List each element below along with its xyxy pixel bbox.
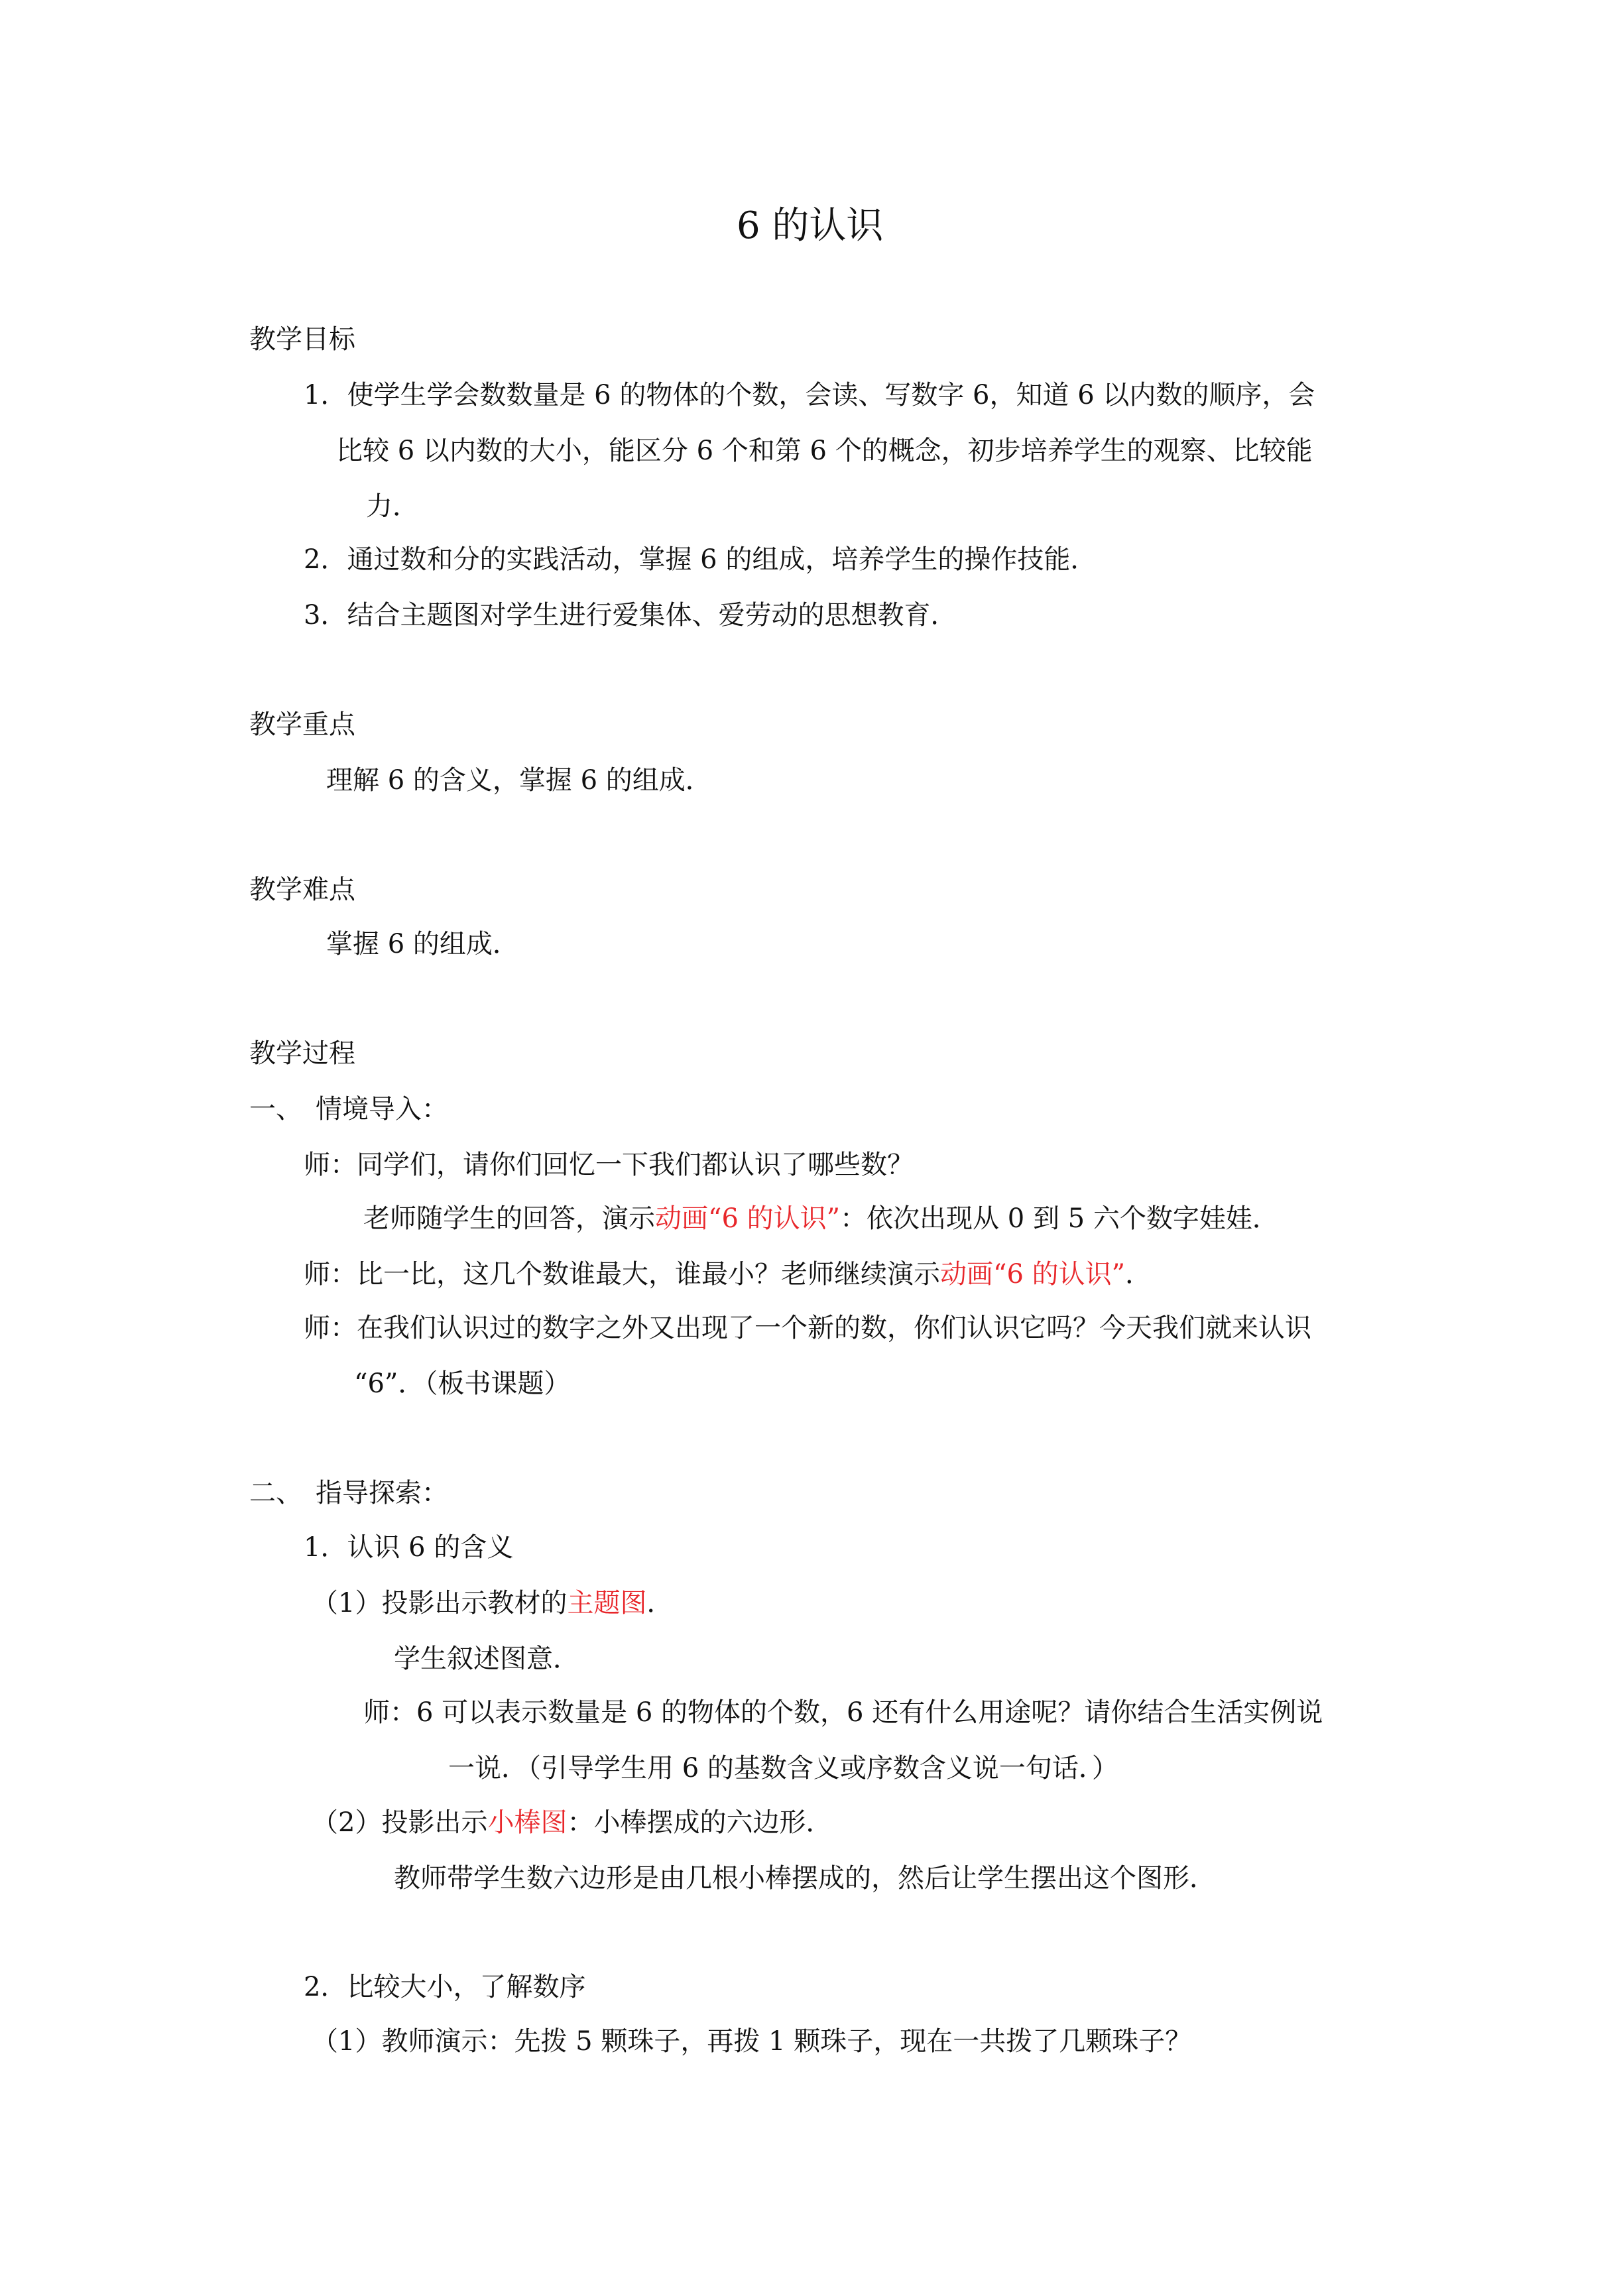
part1-teacher-question-1: 师：同学们，请你们回忆一下我们都认识了哪些数？ bbox=[304, 1150, 914, 1180]
part2-heading: 二、 指导探索： bbox=[249, 1478, 448, 1508]
part1-paragraph-4-line-2: “6”．（板书课题） bbox=[354, 1368, 571, 1399]
part1-heading: 一、 情境导入： bbox=[249, 1094, 448, 1124]
step-2-text-before: （2）投影出示 bbox=[312, 1807, 488, 1838]
sub2-heading: 2．比较大小，了解数序 bbox=[304, 1972, 586, 2002]
sub1-heading: 1．认识 6 的含义 bbox=[304, 1532, 514, 1563]
sub1-step-2-description: 教师带学生数六边形是由几根小棒摆成的，然后让学生摆出这个图形． bbox=[394, 1863, 1216, 1894]
goals-heading: 教学目标 bbox=[249, 324, 355, 355]
sub1-step-1-description: 学生叙述图意． bbox=[394, 1644, 579, 1674]
animation-link-1[interactable]: 动画“6 的认识” bbox=[655, 1203, 841, 1234]
difficulty-content: 掌握 6 的组成． bbox=[326, 929, 519, 959]
sub1-step-2 bbox=[312, 1805, 832, 1840]
sub1-step-1-question-line-1: 师：6 可以表示数量是 6 的物体的个数，6 还有什么用途呢？请你结合生活实例说 bbox=[363, 1697, 1323, 1728]
paragraph-2-text-after: ：依次出现从 0 到 5 六个数字娃娃． bbox=[840, 1203, 1279, 1234]
goal-item-3: 3．结合主题图对学生进行爱集体、爱劳动的思想教育． bbox=[304, 600, 957, 631]
stick-image-link[interactable]: 小棒图 bbox=[487, 1807, 568, 1838]
sub2-step-1: （1）教师演示：先拨 5 颗珠子，再拨 1 颗珠子，现在一共拨了几颗珠子？ bbox=[312, 2026, 1192, 2057]
animation-link-2[interactable]: 动画“6 的认识” bbox=[940, 1259, 1126, 1290]
key-content: 理解 6 的含义，掌握 6 的组成． bbox=[326, 765, 712, 796]
step-1-text-before: （1）投影出示教材的 bbox=[312, 1588, 568, 1618]
goal-item-2: 2．通过数和分的实践活动，掌握 6 的组成，培养学生的操作技能． bbox=[304, 544, 1097, 575]
goal-item-1-line-2: 比较 6 以内数的大小，能区分 6 个和第 6 个的概念，初步培养学生的观察、比较能 bbox=[336, 436, 1313, 466]
step-2-text-after: ：小棒摆成的六边形． bbox=[567, 1807, 833, 1838]
goal-item-1-line-3: 力． bbox=[366, 491, 419, 522]
paragraph-3-text-after: ． bbox=[1125, 1259, 1152, 1290]
sub1-step-1 bbox=[312, 1586, 673, 1620]
sub1-step-1-question-line-2: 一说．（引导学生用 6 的基数含义或序数含义说一句话．） bbox=[448, 1753, 1118, 1783]
theme-image-link[interactable]: 主题图 bbox=[567, 1588, 647, 1618]
part1-paragraph-2 bbox=[363, 1201, 1279, 1236]
key-heading: 教学重点 bbox=[249, 709, 355, 740]
page-title: 6 的认识 bbox=[737, 204, 884, 247]
step-1-text-after: ． bbox=[646, 1588, 674, 1618]
process-heading: 教学过程 bbox=[249, 1038, 355, 1069]
paragraph-2-text-before: 老师随学生的回答，演示 bbox=[363, 1203, 655, 1234]
goal-item-1-line-1: 1．使学生学会数数量是 6 的物体的个数，会读、写数字 6，知道 6 以内数的顺序，会 bbox=[304, 380, 1315, 410]
difficulty-heading: 教学难点 bbox=[249, 875, 355, 905]
part1-paragraph-4-line-1: 师：在我们认识过的数字之外又出现了一个新的数，你们认识它吗？今天我们就来认识 bbox=[304, 1313, 1311, 1343]
paragraph-3-text-before: 师：比一比，这几个数谁最大，谁最小？老师继续演示 bbox=[304, 1259, 940, 1290]
part1-paragraph-3 bbox=[304, 1257, 1152, 1292]
